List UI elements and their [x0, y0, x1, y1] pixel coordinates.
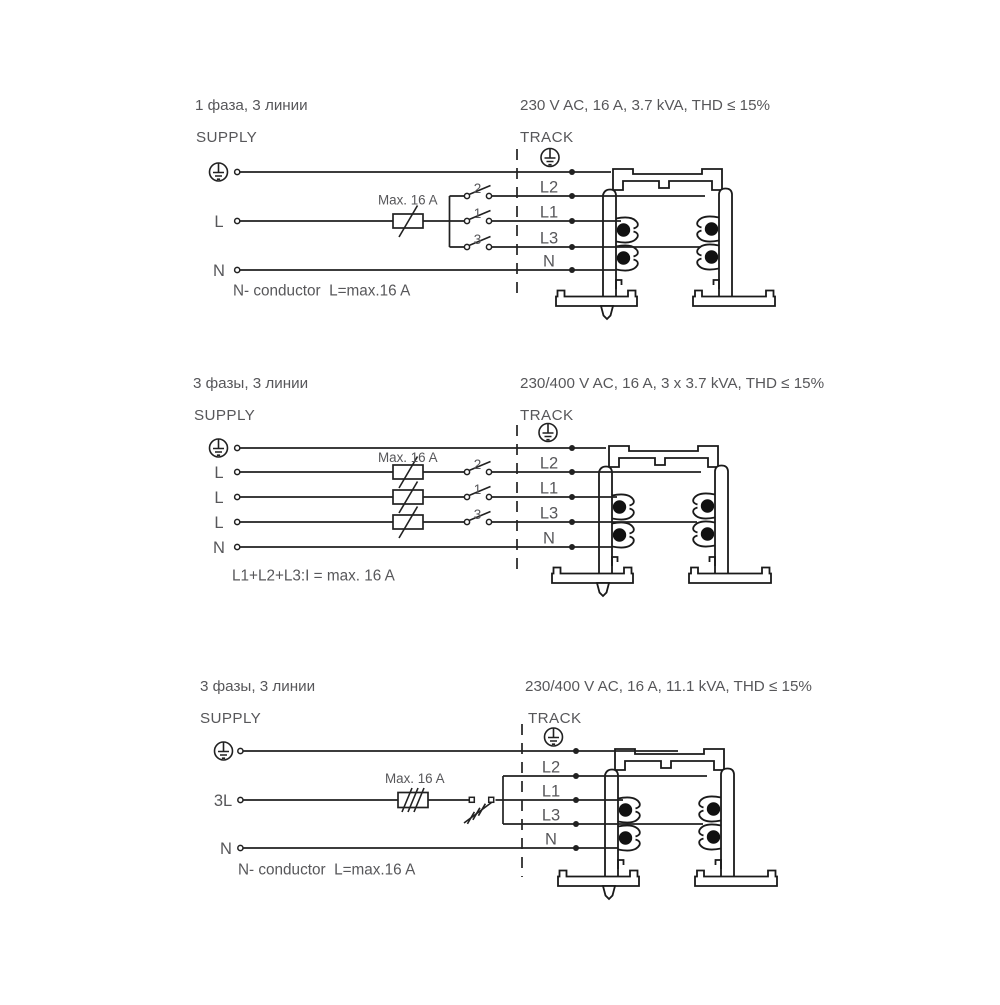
wire-label-l2: L2: [541, 758, 561, 777]
section-note: N- conductor L=max.16 A: [238, 861, 416, 879]
fuse-symbol: [393, 507, 423, 539]
protective-earth-icon: [541, 149, 559, 167]
section-single-phase-3-lines: [195, 97, 775, 319]
wires: [240, 149, 705, 301]
fuse-symbol: [393, 482, 423, 514]
track-cross-section: [552, 446, 771, 596]
section-spec: 230 V AC, 16 A, 3.7 kVA, THD ≤ 15%: [520, 97, 771, 114]
switch-number: 1: [473, 206, 482, 221]
section-three-phase-3-lines-a: [193, 375, 824, 596]
section-title: 3 фазы, 3 линии: [200, 678, 316, 695]
three-pole-fuse-symbol: [398, 788, 428, 812]
fuse-rating-label: Max. 16 A: [378, 192, 438, 208]
wire-label-l3: L3: [539, 229, 559, 248]
row-label-n: N: [213, 262, 225, 280]
section-three-phase-3-lines-b: [200, 678, 812, 899]
wire-label-l3: L3: [541, 806, 561, 825]
wire-label-l1: L1: [539, 479, 559, 498]
wire-label-n: N: [543, 252, 555, 271]
row-label-l3: L: [214, 514, 224, 532]
switch-number: 2: [473, 457, 482, 472]
junction-dots: [569, 445, 575, 550]
wire-label-l3: L3: [539, 504, 559, 523]
section-spec: 230/400 V AC, 16 A, 3 x 3.7 kVA, THD ≤ 15%: [520, 375, 825, 392]
protective-earth-icon: [215, 742, 233, 760]
supply-label: SUPPLY: [196, 129, 258, 146]
wire-label-n: N: [545, 830, 557, 849]
terminals: [235, 169, 240, 272]
section-spec: 230/400 V AC, 16 A, 11.1 kVA, THD ≤ 15%: [525, 678, 812, 695]
wire-label-l2: L2: [539, 178, 559, 197]
protective-earth-icon: [210, 163, 228, 181]
track-label: TRACK: [520, 407, 574, 424]
wire-label-l1: L1: [541, 782, 561, 801]
fuse-rating-label: Max. 16 A: [378, 450, 438, 465]
section-note: L1+L2+L3:I = max. 16 A: [232, 567, 395, 585]
supply-label: SUPPLY: [200, 710, 262, 727]
row-label-n: N: [213, 539, 225, 557]
supply-label: SUPPLY: [194, 407, 256, 424]
row-label-3l: 3L: [213, 792, 233, 810]
row-label-l1: L: [214, 464, 224, 482]
junction-dots: [569, 169, 575, 273]
row-label-l: L: [214, 213, 224, 231]
fuse-symbol: [393, 206, 423, 238]
protective-earth-icon: [539, 424, 557, 442]
wire-label-n: N: [543, 529, 555, 548]
wire-label-l1: L1: [539, 203, 559, 222]
row-label-l2: L: [214, 489, 224, 507]
row-label-n: N: [220, 840, 232, 858]
section-note: N- conductor L=max.16 A: [233, 282, 411, 300]
switch-number: 2: [473, 181, 482, 196]
track-cross-section: [556, 169, 775, 319]
junction-dots: [573, 748, 579, 851]
track-label: TRACK: [528, 710, 582, 727]
switch-number: 1: [473, 482, 482, 497]
switch-number: 3: [473, 232, 482, 247]
protective-earth-icon: [545, 728, 563, 746]
switch-number: 3: [473, 507, 482, 522]
wires: [240, 425, 701, 577]
protective-earth-icon: [210, 439, 228, 457]
section-title: 1 фаза, 3 линии: [195, 97, 308, 114]
terminals: [235, 445, 240, 549]
fuse-rating-label: Max. 16 A: [385, 771, 445, 786]
section-title: 3 фазы, 3 линии: [193, 375, 309, 392]
track-label: TRACK: [520, 129, 574, 146]
three-pole-switch: [464, 797, 494, 824]
terminals: [238, 748, 243, 850]
wire-label-l2: L2: [539, 454, 559, 473]
